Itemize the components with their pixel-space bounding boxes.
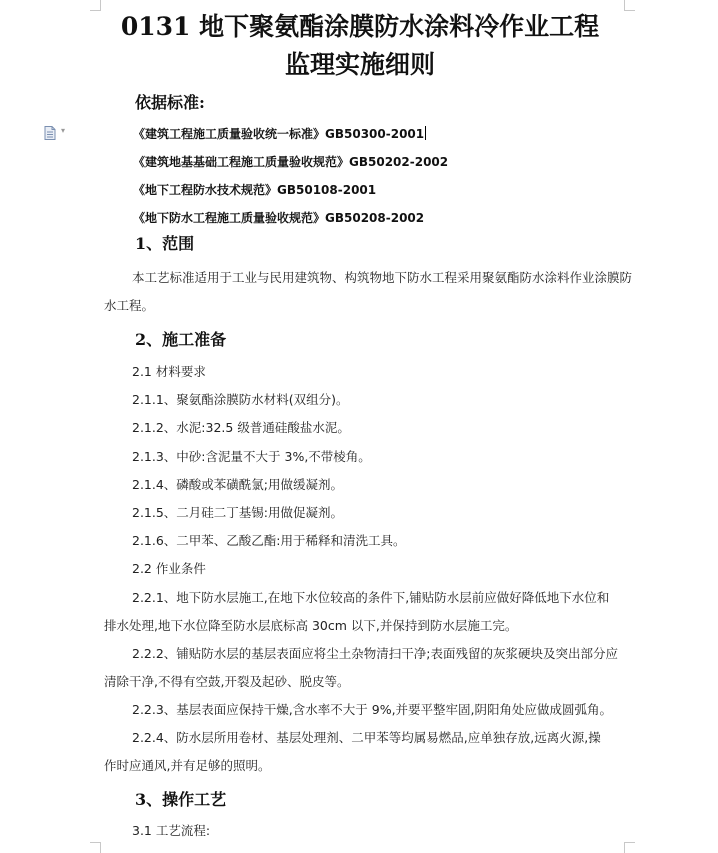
- section-heading: 2、施工准备: [135, 330, 227, 349]
- list-item: 2.1.5、二月硅二丁基锡:用做促凝剂。: [132, 505, 344, 520]
- list-item: 2.1.3、中砂:含泥量不大于 3%,不带棱角。: [132, 449, 371, 464]
- text-cursor: [425, 126, 426, 140]
- paragraph-line: 2.2.4、防水层所用卷材、基层处理剂、二甲苯等均属易燃品,应单独存放,远离火源,操: [132, 730, 601, 745]
- paragraph-line: 作时应通风,并有足够的照明。: [104, 758, 271, 773]
- list-item: 2.1.2、水泥:32.5 级普通硅酸盐水泥。: [132, 420, 350, 435]
- list-item: 2.1.6、二甲苯、乙酸乙酯:用于稀释和清洗工具。: [132, 533, 406, 548]
- paragraph-line: 2.2.3、基层表面应保持干燥,含水率不大于 9%,并要平整牢固,阴阳角处应做成圆弧角。: [132, 702, 613, 717]
- paragraph-line: 清除干净,不得有空鼓,开裂及起砂、脱皮等。: [104, 674, 350, 689]
- document-title: 0131 地下聚氨酯涂膜防水涂料冷作业工程: [120, 12, 600, 41]
- subsection-heading: 2.2 作业条件: [132, 561, 206, 576]
- basis-heading: 依据标准:: [135, 93, 205, 112]
- margin-corner: [624, 842, 635, 853]
- subsection-heading: 2.1 材料要求: [132, 364, 206, 379]
- standard-item: 《地下工程防水技术规范》GB50108-2001: [133, 183, 377, 197]
- paragraph-line: 2.2.2、铺贴防水层的基层表面应将尘土杂物清扫干净;表面残留的灰浆硬块及突出部分应: [132, 646, 619, 661]
- document-title-line2: 监理实施细则: [284, 50, 435, 79]
- standard-item: 《地下防水工程施工质量验收规范》GB50208-2002: [133, 211, 425, 225]
- subsection-heading: 3.1 工艺流程:: [132, 823, 211, 838]
- standard-text: 《建筑工程施工质量验收统一标准》GB50300-2001: [133, 127, 425, 141]
- chevron-down-icon[interactable]: ▾: [61, 126, 66, 135]
- section-heading: 3、操作工艺: [135, 790, 227, 809]
- standard-item: [133, 126, 426, 142]
- margin-corner: [624, 0, 635, 11]
- list-item: 2.1.1、聚氨酯涂膜防水材料(双组分)。: [132, 392, 349, 407]
- margin-corner: [90, 842, 101, 853]
- paragraph-line: 本工艺标准适用于工业与民用建筑物、构筑物地下防水工程采用聚氨酯防水涂料作业涂膜防: [132, 270, 633, 285]
- document-icon[interactable]: [44, 126, 56, 140]
- paragraph-line: 2.2.1、地下防水层施工,在地下水位较高的条件下,铺贴防水层前应做好降低地下水位和: [132, 590, 610, 605]
- list-item: 2.1.4、磷酸或苯磺酰氯;用做缓凝剂。: [132, 477, 344, 492]
- standard-item: 《建筑地基基础工程施工质量验收规范》GB50202-2002: [133, 155, 449, 169]
- section-heading: 1、范围: [135, 234, 195, 253]
- paragraph-line: 水工程。: [104, 298, 155, 313]
- paragraph-line: 排水处理,地下水位降至防水层底标高 30cm 以下,并保持到防水层施工完。: [104, 618, 518, 633]
